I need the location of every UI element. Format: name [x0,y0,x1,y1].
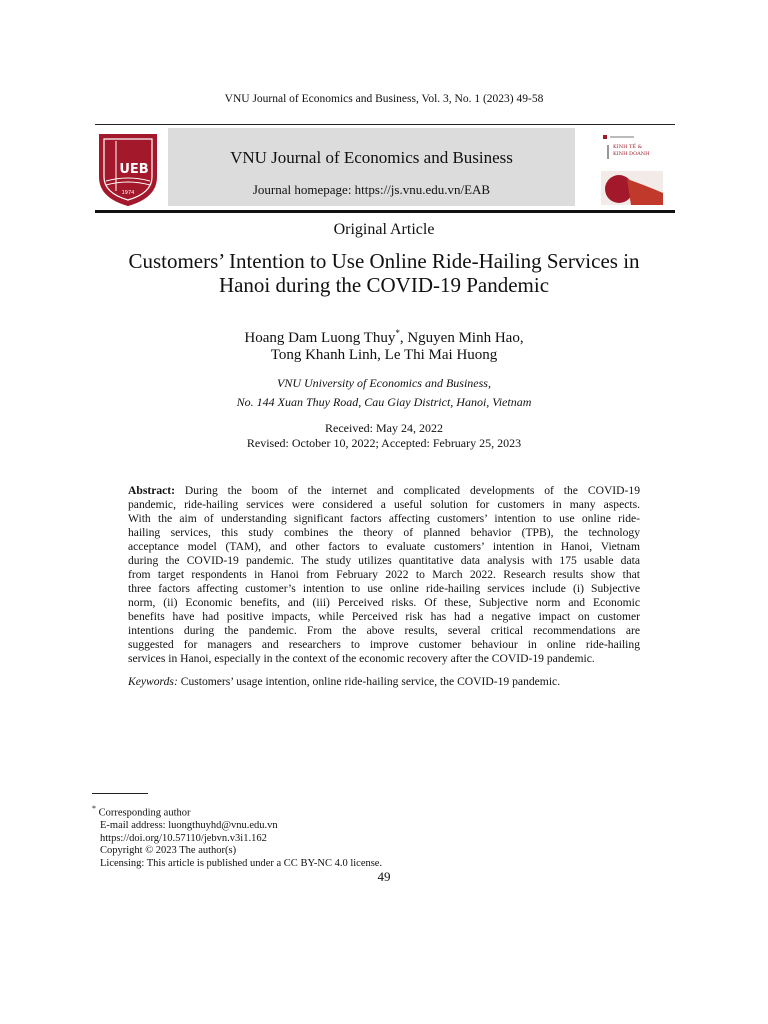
journal-cover-image [597,131,667,207]
abstract-line: suggested for managers and researchers to improve customer behaviour in online ride-hailing [128,638,640,651]
abstract-line: acceptance model (TAM), and other factors to evaluate customers’ intention in Hanoi, Vietnam [128,540,640,553]
abstract-text: During the boom of the internet and complicated developments of the COVID-19 [184,484,640,497]
abstract-label: Abstract: [128,484,176,497]
license-line: Licensing: This article is published under a CC BY-NC 4.0 license. [100,857,383,869]
authors-line [0,328,768,347]
authors-line: Tong Khanh Linh, Le Thi Mai Huong [270,347,498,363]
svg-text:UEB: UEB [119,162,149,177]
journal-banner [168,128,575,206]
keywords [128,675,560,688]
abstract-line: hailing services, this study combines the theory of planned behavior (TPB), the technology [128,526,640,539]
article-title-line: Customers’ Intention to Use Online Ride-Hailing Services in [128,249,640,273]
keywords-text: Customers’ usage intention, online ride-hailing service, the COVID-19 pandemic. [177,675,561,688]
footnote-rule [92,793,148,794]
email-line[interactable]: E-mail address: luongthuyhd@vnu.edu.vn [100,820,278,832]
abstract-line: during the COVID-19 pandemic. The study utilizes quantitative data analysis with 175 usable data [128,554,640,567]
journal-name: VNU Journal of Economics and Business [230,148,513,167]
abstract-line: With the aim of understanding significant factors affecting customers’ intention to use online ride- [128,512,640,525]
affiliation-line: VNU University of Economics and Business, [277,376,491,390]
page-number: 49 [377,869,391,884]
footnote-marker: * [92,804,96,813]
footnote [92,803,382,870]
abstract [128,484,640,666]
svg-text:KINH TẾ &: KINH TẾ & [613,144,643,150]
abstract-line: intentions during the pandemic. From the above results, several critical recommendations are [128,624,640,637]
doi-link[interactable]: https://doi.org/10.57110/jebvn.v3i1.162 [100,832,267,844]
svg-text:KINH DOANH: KINH DOANH [613,151,650,157]
author-names: , Nguyen Minh Hao, [399,330,524,346]
article-title-line: Hanoi during the COVID-19 Pandemic [218,273,550,297]
abstract-line [128,484,640,498]
author-name: Hoang Dam Luong Thuy [244,330,396,346]
keywords-label: Keywords: [128,675,178,688]
abstract-line: services in Hanoi, especially in the context of the economic recovery after the COVID-19 pandemic. [128,652,595,665]
abstract-line: pandemic, ride-hailing services were considered a useful solution for customers in many aspects. [128,498,640,511]
running-header: VNU Journal of Economics and Business, Vol. 3, No. 1 (2023) 49-58 [224,93,544,105]
received-date: Received: May 24, 2022 [325,421,443,435]
abstract-line: from target respondents in Hanoi from February 2022 to March 2022. Research results show that [128,568,640,581]
journal-homepage[interactable]: Journal homepage: https://js.vnu.edu.vn/EAB [252,182,491,197]
abstract-line: benefits have had positive impacts, while Perceived risk has had a negative impact on customer [128,610,640,623]
abstract-line: norm, (ii) Economic benefits, and (iii) Perceived risks. Of these, Subjective norm and Economic [128,596,640,609]
abstract-line: three factors affecting customer’s intention to use online ride-hailing services include (i) Subjective [128,582,640,595]
article-type: Original Article [333,221,435,238]
ueb-logo [96,131,160,207]
header-rule [95,124,675,125]
affiliation-line: No. 144 Xuan Thuy Road, Cau Giay District, Hanoi, Vietnam [236,395,532,409]
corresponding-marker: * [395,328,400,338]
corresponding-author-label: Corresponding author [98,807,191,819]
revised-accepted-dates: Revised: October 10, 2022; Accepted: February 25, 2023 [246,436,522,450]
header-thick-rule [95,210,675,213]
svg-text:1974: 1974 [121,190,135,196]
copyright-line: Copyright © 2023 The author(s) [100,845,237,857]
